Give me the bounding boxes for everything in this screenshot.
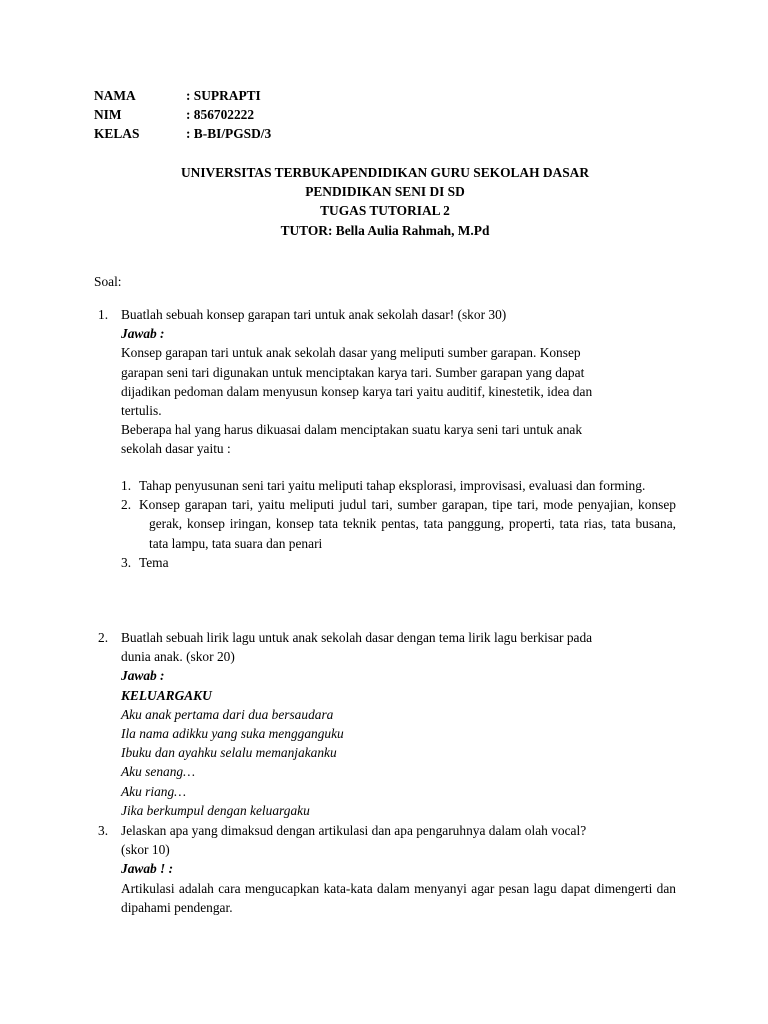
question-text: Jelaskan apa yang dimaksud dengan artikulasi dan apa pengaruhnya dalam olah vocal? <box>121 823 587 838</box>
header-assignment: TUGAS TUTORIAL 2 <box>320 203 450 219</box>
lyric-line: Jika berkumpul dengan keluargaku <box>121 802 310 818</box>
soal-label: Soal: <box>94 274 122 289</box>
identity-value: : SUPRAPTI <box>186 88 261 103</box>
answer-text: Artikulasi adalah cara mengucapkan kata-kata dalam menyanyi agar pesan lagu dapat dimengerti dan dipahami pendengar. <box>121 880 676 915</box>
answer-label: Jawab : <box>121 668 165 684</box>
answer-label: Jawab ! : <box>121 861 174 877</box>
question-number: 2. <box>98 630 109 645</box>
question-text: dunia anak. (skor 20) <box>121 649 235 665</box>
identity-label: NIM <box>94 107 122 123</box>
question-1 <box>121 305 676 459</box>
song-title: KELUARGAKU <box>121 687 212 703</box>
identity-value: : 856702222 <box>186 107 255 123</box>
list-item <box>121 476 676 495</box>
q1-sub-list <box>121 476 676 572</box>
answer-label: Jawab : <box>121 326 165 342</box>
list-item-number: 1. <box>121 478 132 493</box>
question-3 <box>121 821 676 917</box>
list-item-number: 2. <box>121 497 132 513</box>
header-course: PENDIDIKAN SENI DI SD <box>305 184 465 200</box>
lyric-line: Ibuku dan ayahku selalu memanjakanku <box>121 745 337 761</box>
question-2 <box>121 628 676 820</box>
identity-row-nim <box>94 105 271 124</box>
list-item <box>121 553 676 572</box>
list-item-text: Tahap penyusunan seni tari yaitu meliputi tahap eksplorasi, improvisasi, evaluasi dan forming. <box>139 478 646 493</box>
header-university: UNIVERSITAS TERBUKAPENDIDIKAN GURU SEKOLAH DASAR <box>181 165 589 180</box>
answer-line: tertulis. <box>121 403 162 419</box>
answer-line: garapan seni tari digunakan untuk menciptakan karya tari. Sumber garapan yang dapat <box>121 364 585 380</box>
lyric-line: Aku senang… <box>121 764 196 780</box>
identity-row-kelas <box>94 124 271 143</box>
question-number: 1. <box>98 307 109 322</box>
answer-line: Beberapa hal yang harus dikuasai dalam menciptakan suatu karya seni tari untuk anak <box>121 422 583 438</box>
list-item <box>121 495 676 553</box>
identity-label: KELAS <box>94 126 140 142</box>
identity-label: NAMA <box>94 88 136 103</box>
identity-block <box>94 86 271 144</box>
question-text: Buatlah sebuah lirik lagu untuk anak sekolah dasar dengan tema lirik lagu berkisar pada <box>121 630 593 645</box>
question-text: Buatlah sebuah konsep garapan tari untuk anak sekolah dasar! (skor 30) <box>121 307 507 322</box>
answer-line: sekolah dasar yaitu : <box>121 441 231 457</box>
question-number: 3. <box>98 823 109 838</box>
list-item-number: 3. <box>121 554 132 570</box>
identity-row-nama <box>94 86 271 105</box>
answer-line: dijadikan pedoman dalam menyusun konsep karya tari yaitu auditif, kinestetik, idea dan <box>121 383 593 399</box>
lyric-line: Aku anak pertama dari dua bersaudara <box>121 706 334 722</box>
question-text: (skor 10) <box>121 842 170 858</box>
header-tutor: TUTOR: Bella Aulia Rahmah, M.Pd <box>280 222 490 238</box>
lyric-line: Ila nama adikku yang suka mengganguku <box>121 726 344 742</box>
list-item-text: Tema <box>139 554 169 570</box>
identity-value: : B-BI/PGSD/3 <box>186 126 272 142</box>
document-header <box>94 163 676 240</box>
lyric-line: Aku riang… <box>121 783 187 799</box>
answer-line: Konsep garapan tari untuk anak sekolah dasar yang meliputi sumber garapan. Konsep <box>121 345 581 361</box>
list-item-text: Konsep garapan tari, yaitu meliputi judul tari, sumber garapan, tipe tari, mode penyajian, konsep gerak, konsep iringan, konsep tata teknik pentas, tata panggung, properti, tata rias, tata busana, tata lampu, tata suara dan penari <box>139 497 676 551</box>
